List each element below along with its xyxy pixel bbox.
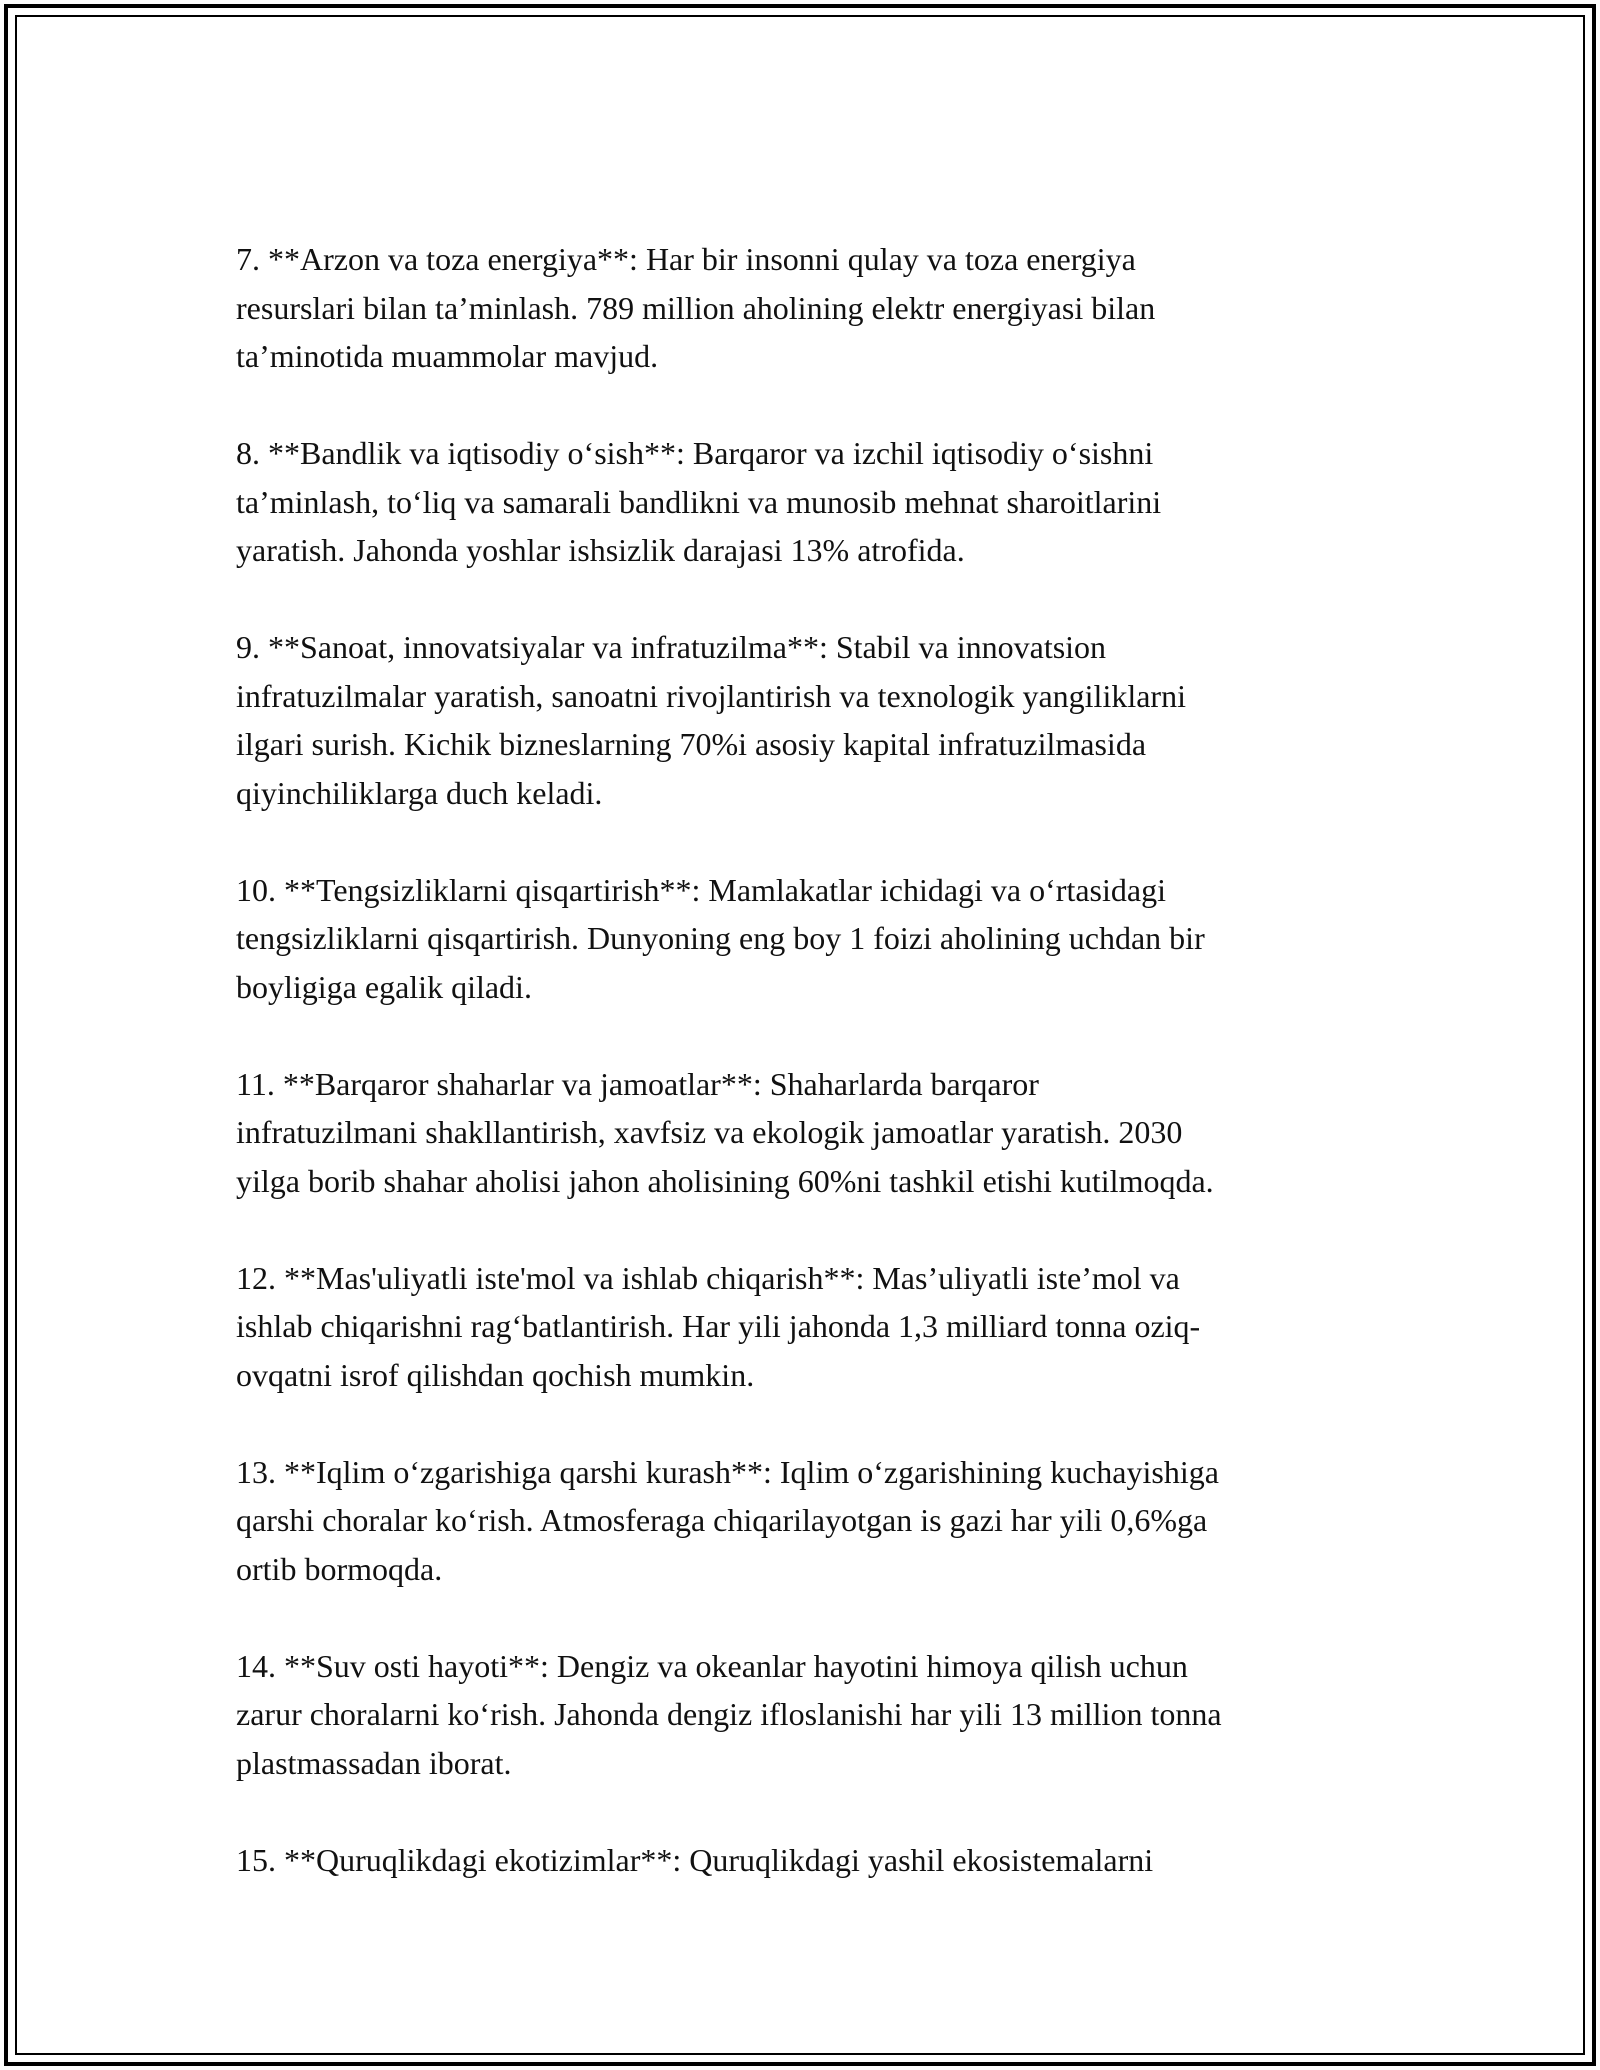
- list-item-14: 14. **Suv osti hayoti**: Dengiz va okeanlar hayotini himoya qilish uchun zarur choralarni ko‘rish. Jahonda dengiz ifloslanishi har yili 13 million tonna plastmassadan iborat.: [236, 1647, 1222, 1781]
- list-item-15: 15. **Quruqlikdagi ekotizimlar**: Quruqlikdagi yashil ekosistemalarni: [236, 1841, 1154, 1878]
- list-item-12: 12. **Mas'uliyatli iste'mol va ishlab chiqarish**: Mas’uliyatli iste’mol va ishlab chiqarishni rag‘batlantirish. Har yili jahonda 1,3 milliard tonna oziq- ovqatni isrof qilishdan qochish mumkin.: [236, 1259, 1201, 1393]
- list-item-13: 13. **Iqlim o‘zgarishiga qarshi kurash**: Iqlim o‘zgarishining kuchayishiga qarshi choralar ko‘rish. Atmosferaga chiqarilayotgan is gazi har yili 0,6%ga ortib bormoqda.: [236, 1453, 1219, 1587]
- list-item-9: 9. **Sanoat, innovatsiyalar va infratuzilma**: Stabil va innovatsion infratuzilmalar yaratish, sanoatni rivojlantirish va texnologik yangiliklarni ilgari surish. Kichik bizneslarning 70%i asosiy kapital infratuzilmasida qiyinchiliklarga duch keladi.: [236, 629, 1186, 811]
- list-item-7: 7. **Arzon va toza energiya**: Har bir insonni qulay va toza energiya resurslari bilan ta’minlash. 789 million aholining elektr energiyasi bilan ta’minotida muammolar mavjud.: [236, 241, 1156, 374]
- list-item-11: 11. **Barqaror shaharlar va jamoatlar**: Shaharlarda barqaror infratuzilmani shakllantirish, xavfsiz va ekologik jamoatlar yaratish. 2030 yilga borib shahar aholisi jahon aholisining 60%ni tashkil etishi kutilmoqda.: [236, 1065, 1214, 1199]
- list-item-8: 8. **Bandlik va iqtisodiy o‘sish**: Barqaror va izchil iqtisodiy o‘sishni ta’minlash, to‘liq va samarali bandlikni va munosib mehnat sharoitlarini yaratish. Jahonda yoshlar ishsizlik darajasi 13% atrofida.: [236, 435, 1162, 568]
- document-body: [236, 235, 1376, 1933]
- list-item-10: 10. **Tengsizliklarni qisqartirish**: Mamlakatlar ichidagi va o‘rtasidagi tengsizliklarni qisqartirish. Dunyoning eng boy 1 foizi aholining uchdan bir boyligiga egalik qiladi.: [236, 871, 1205, 1005]
